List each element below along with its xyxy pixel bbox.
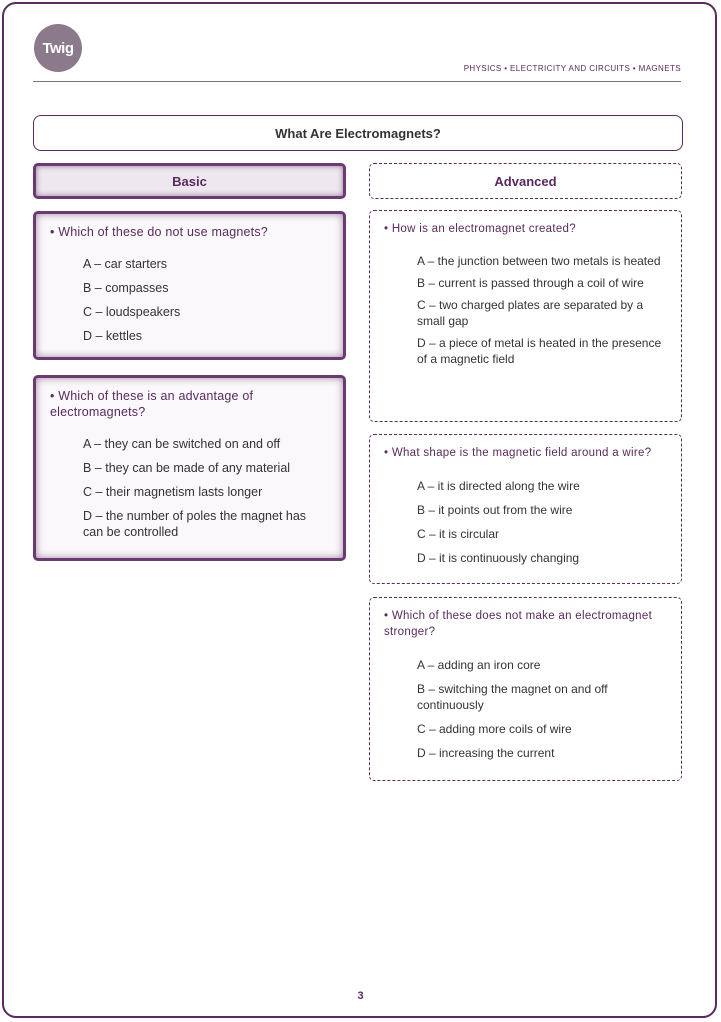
worksheet-title-text: What Are Electromagnets?	[275, 125, 441, 141]
question-text: • Which of these is an advantage of electromagnets?	[50, 389, 254, 419]
basic-column-header	[33, 163, 346, 199]
basic-question-card	[33, 211, 346, 360]
basic-column-label: Basic	[172, 173, 207, 189]
answer-list	[83, 436, 323, 548]
answer-option: C – adding more coils of wire	[417, 722, 572, 736]
answer-option: D – kettles	[83, 329, 143, 343]
advanced-column-header	[369, 163, 682, 199]
answer-option: A – car starters	[83, 257, 168, 271]
advanced-column-label: Advanced	[494, 173, 557, 189]
answer-option: B – switching the magnet on and off continuously	[417, 682, 608, 712]
answer-option: C – it is circular	[417, 527, 500, 541]
answer-option: D – a piece of metal is heated in the presence of a magnetic field	[417, 336, 662, 366]
breadcrumb: PHYSICS • ELECTRICITY AND CIRCUITS • MAGNETS	[463, 64, 681, 73]
answer-option: A – it is directed along the wire	[417, 479, 580, 493]
answer-option: B – current is passed through a coil of wire	[417, 276, 644, 290]
question-text: • Which of these do not use magnets?	[50, 225, 268, 239]
question-text: • How is an electromagnet created?	[384, 223, 576, 235]
answer-option: C – two charged plates are separated by a small gap	[417, 298, 644, 328]
answer-option: A – they can be switched on and off	[83, 437, 281, 451]
header-divider	[33, 81, 681, 82]
basic-question-card	[33, 375, 346, 561]
twig-logo	[34, 24, 82, 72]
logo-text: Twig	[42, 39, 74, 57]
answer-option: A – adding an iron core	[417, 658, 541, 672]
answer-list	[417, 253, 667, 373]
answer-option: D – increasing the current	[417, 746, 555, 760]
advanced-question-card	[369, 434, 682, 584]
worksheet-title	[33, 115, 683, 151]
answer-option: A – the junction between two metals is heated	[417, 254, 661, 268]
answer-option: B – it points out from the wire	[417, 503, 573, 517]
answer-option: B – compasses	[83, 281, 169, 295]
advanced-question-card	[369, 210, 682, 422]
answer-option: D – it is continuously changing	[417, 551, 580, 565]
page-number: 3	[357, 990, 364, 1002]
answer-list	[417, 478, 661, 572]
advanced-question-card	[369, 597, 682, 781]
answer-option: C – their magnetism lasts longer	[83, 485, 263, 499]
answer-option: C – loudspeakers	[83, 305, 181, 319]
answer-option: B – they can be made of any material	[83, 461, 291, 475]
question-text: • Which of these does not make an electromagnet stronger?	[384, 610, 653, 638]
answer-list	[83, 256, 323, 352]
answer-option: D – the number of poles the magnet has can be controlled	[83, 509, 307, 539]
question-text: • What shape is the magnetic field around a wire?	[384, 447, 652, 459]
answer-list	[417, 657, 661, 767]
